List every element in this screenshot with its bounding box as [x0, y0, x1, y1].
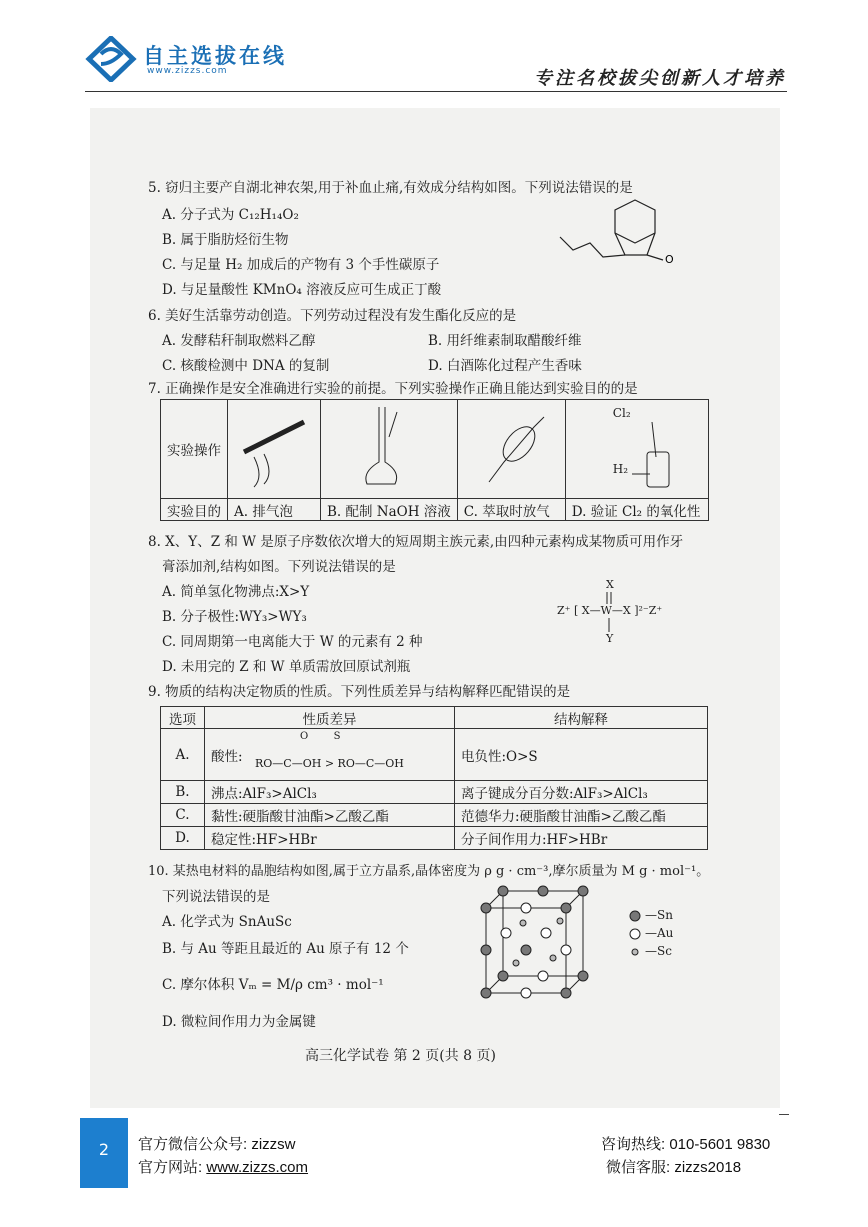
- q8-option-c: C. 同周期第一电离能大于 W 的元素有 2 种: [162, 634, 423, 650]
- q5-option-c: C. 与足量 H₂ 加成后的产物有 3 个手性碳原子: [162, 257, 440, 273]
- q7-purpose-b: B. 配制 NaOH 溶液: [321, 499, 458, 521]
- q7-image-a: [228, 400, 321, 499]
- q7-cl2-label: Cl₂: [612, 406, 631, 420]
- logo-url[interactable]: www.zizzs.com: [147, 66, 228, 76]
- q10-legend-au: —Au: [645, 926, 674, 940]
- q8-stem-line2: 膏添加剂,结构如图。下列说法错误的是: [162, 559, 396, 575]
- q7-image-c: [457, 400, 565, 499]
- table-row: [161, 804, 708, 827]
- q6-option-c: C. 核酸检测中 DNA 的复制: [162, 358, 330, 374]
- volumetric-flask-icon: [327, 402, 437, 492]
- q9-header-option: 选项: [161, 707, 205, 729]
- q10-legend-sc: —Sc: [645, 944, 672, 958]
- q7-purpose-d: D. 验证 Cl₂ 的氧化性: [565, 499, 708, 521]
- q9-row-a-formula: RO—C—OH > RO—C—OH: [255, 757, 404, 770]
- table-row: [161, 729, 708, 781]
- q10-option-b: B. 与 Au 等距且最近的 Au 原子有 12 个: [162, 941, 409, 957]
- q9-row-d-explanation: 分子间作用力:HF>HBr: [455, 827, 708, 850]
- page-number: 2: [98, 1140, 110, 1159]
- logo-icon: [85, 36, 137, 82]
- q9-row-b-property: 沸点:AlF₃>AlCl₃: [205, 781, 455, 804]
- q9-row-d-property: 稳定性:HF>HBr: [205, 827, 455, 850]
- header-divider: [85, 91, 787, 92]
- q10-option-c: C. 摩尔体积 Vₘ = M/ρ cm³ · mol⁻¹: [162, 977, 384, 993]
- exam-page-footer: 高三化学试卷 第 2 页(共 8 页): [305, 1048, 496, 1064]
- footer-site-label: 官方网站:: [138, 1159, 207, 1176]
- q8-struct-top: X: [606, 578, 614, 591]
- q6-option-b: B. 用纤维素制取醋酸纤维: [428, 333, 582, 349]
- q6-option-a: A. 发酵秸秆制取燃料乙醇: [162, 333, 316, 349]
- q10-crystal-cell-diagram: [478, 883, 593, 1003]
- q9-table: [160, 706, 708, 850]
- q10-stem-line2: 下列说法错误的是: [162, 889, 270, 905]
- q10-stem: 10. 某热电材料的晶胞结构如图,属于立方晶系,晶体密度为 ρ g · cm⁻³,摩尔质量为 M g · mol⁻¹。: [148, 864, 710, 879]
- q7-h2-label: H₂: [612, 462, 629, 476]
- q8-struct-middle: Z⁺ [ X—W—X ]²⁻Z⁺: [557, 604, 663, 617]
- q7-image-d: [565, 400, 708, 499]
- q8-bonds: [604, 590, 616, 635]
- q9-row-d-option: D.: [161, 827, 205, 850]
- q5-stem: 5. 窃归主要产自湖北神农架,用于补血止痛,有效成分结构如图。下列说法错误的是: [148, 180, 633, 196]
- footer-service: 微信客服: zizzs2018: [606, 1159, 742, 1176]
- q10-option-d: D. 微粒间作用力为金属键: [162, 1014, 316, 1030]
- footer-site: [138, 1156, 308, 1177]
- q9-row-a-label: 酸性:: [211, 748, 243, 765]
- q7-table: [160, 399, 709, 521]
- q9-row-a-option: A.: [161, 729, 205, 781]
- q5-molecule-diagram: [555, 195, 685, 275]
- q9-row-c-property: 黏性:硬脂酸甘油酯>乙酸乙酯: [205, 804, 455, 827]
- q10-legend-sn: —Sn: [645, 908, 673, 922]
- q7-purpose-c: C. 萃取时放气: [457, 499, 565, 521]
- q7-row-operation: 实验操作: [161, 400, 228, 499]
- q7-stem: 7. 正确操作是安全准确进行实验的前提。下列实验操作正确且能达到实验目的的是: [148, 381, 638, 397]
- q5-option-b: B. 属于脂肪烃衍生物: [162, 232, 289, 248]
- q6-option-d: D. 白酒陈化过程产生香味: [428, 358, 582, 374]
- q9-row-a-property: [205, 729, 455, 781]
- q7-image-b: [321, 400, 458, 499]
- footer-hotline: 咨询热线: 010-5601 9830: [601, 1136, 771, 1153]
- page-header: [0, 0, 868, 100]
- q9-row-b-explanation: 离子键成分百分数:AlF₃>AlCl₃: [455, 781, 708, 804]
- q10-legend-markers: [628, 909, 642, 959]
- q10-option-a: A. 化学式为 SnAuSc: [162, 914, 292, 930]
- q8-option-b: B. 分子极性:WY₃>WY₃: [162, 609, 307, 625]
- q9-stem: 9. 物质的结构决定物质的性质。下列性质差异与结构解释匹配错误的是: [148, 684, 571, 700]
- q9-header-property: 性质差异: [205, 707, 455, 729]
- table-row: [161, 827, 708, 850]
- gas-bottle-icon: [572, 402, 702, 492]
- footer-wechat: 官方微信公众号: zizzsw: [138, 1136, 296, 1153]
- q5-oxygen-label: O: [665, 253, 674, 266]
- q8-struct-bottom: Y: [606, 632, 614, 645]
- slogan: 专注名校拔尖创新人才培养: [534, 68, 786, 89]
- q8-option-a: A. 简单氢化物沸点:X>Y: [162, 584, 310, 600]
- q9-row-a-top-atoms: O S: [300, 731, 341, 742]
- q8-option-d: D. 未用完的 Z 和 W 单质需放回原试剂瓶: [162, 659, 411, 675]
- q8-stem-line1: 8. X、Y、Z 和 W 是原子序数依次增大的短周期主族元素,由四种元素构成某物质可用作牙: [148, 534, 684, 550]
- q9-row-c-option: C.: [161, 804, 205, 827]
- q5-option-a: A. 分子式为 C₁₂H₁₄O₂: [162, 207, 299, 223]
- separatory-funnel-icon: [464, 402, 559, 492]
- q9-row-c-explanation: 范德华力:硬脂酸甘油酯>乙酸乙酯: [455, 804, 708, 827]
- table-row: [161, 781, 708, 804]
- burette-icon: [234, 402, 314, 492]
- q7-purpose-a: A. 排气泡: [228, 499, 321, 521]
- q6-stem: 6. 美好生活靠劳动创造。下列劳动过程没有发生酯化反应的是: [148, 308, 517, 324]
- footer-dash: [779, 1114, 789, 1115]
- q9-row-a-explanation: 电负性:O>S: [455, 729, 708, 781]
- q7-row-purpose: 实验目的: [161, 499, 228, 521]
- footer-site-link[interactable]: www.zizzs.com: [206, 1159, 309, 1176]
- q5-option-d: D. 与足量酸性 KMnO₄ 溶液反应可生成正丁酸: [162, 282, 442, 298]
- logo-text: 自主选拔在线: [143, 44, 287, 68]
- q9-row-b-option: B.: [161, 781, 205, 804]
- q9-header-explanation: 结构解释: [455, 707, 708, 729]
